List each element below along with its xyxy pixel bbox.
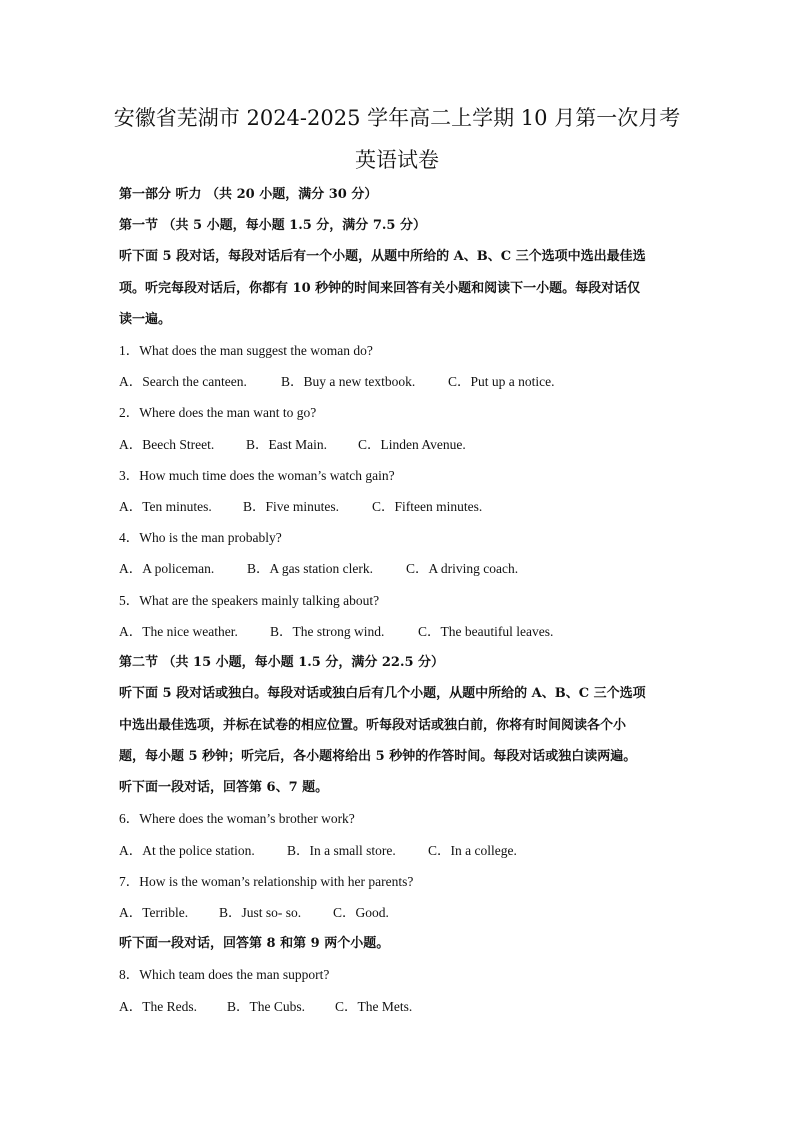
section1-heading: 第一节 （共 5 小题，每小题 1.5 分，满分 7.5 分） xyxy=(119,218,426,233)
option-b: B．Five minutes. xyxy=(243,499,340,514)
option-c: C．In a college. xyxy=(428,843,517,858)
part1-heading: 第一部分 听力 （共 20 小题，满分 30 分） xyxy=(119,187,378,202)
option-a: A．A policeman. xyxy=(119,561,215,576)
answer-options xyxy=(119,498,679,516)
option-a: A．Beech Street. xyxy=(119,437,215,452)
exam-title: 安徽省芜湖市 2024-2025 学年高二上学期 10 月第一次月考 xyxy=(113,106,681,130)
answer-options xyxy=(119,436,679,454)
question-text: 3．How much time does the woman’s watch gain? xyxy=(119,468,395,483)
option-a: A．At the police station. xyxy=(119,843,255,858)
option-a: A．Ten minutes. xyxy=(119,499,212,514)
option-b: B．Just so- so. xyxy=(219,905,302,920)
question-group-intro: 听下面一段对话，回答第 8 和第 9 两个小题。 xyxy=(119,936,390,951)
option-c: C．Good. xyxy=(333,905,389,920)
question-text: 4．Who is the man probably? xyxy=(119,530,282,545)
option-b: B．A gas station clerk. xyxy=(247,561,373,576)
section1-instruction-line: 项。听完每段对话后，你都有 10 秒钟的时间来回答有关小题和阅读下一小题。每段对话仅 xyxy=(119,281,641,296)
question-text: 6．Where does the woman’s brother work? xyxy=(119,811,355,826)
option-b: B．Buy a new textbook. xyxy=(281,374,416,389)
option-a: A．Search the canteen. xyxy=(119,374,247,389)
option-a: A．Terrible. xyxy=(119,905,189,920)
section2-instruction-line: 听下面 5 段对话或独白。每段对话或独白后有几个小题，从题中所给的 A、B、C 三个选项 xyxy=(119,686,646,701)
option-b: B．The Cubs. xyxy=(227,999,306,1014)
option-c: C．The Mets. xyxy=(335,999,413,1014)
answer-options xyxy=(119,623,679,641)
option-c: C．A driving coach. xyxy=(406,561,519,576)
answer-options xyxy=(119,998,679,1016)
option-c: C．The beautiful leaves. xyxy=(418,624,554,639)
question-group-intro: 听下面一段对话，回答第 6、7 题。 xyxy=(119,780,329,795)
question-text: 5．What are the speakers mainly talking about? xyxy=(119,593,380,608)
answer-options xyxy=(119,904,679,922)
section2-instruction-line: 题，每小题 5 秒钟；听完后，各小题将给出 5 秒钟的作答时间。每段对话或独白读两遍。 xyxy=(119,749,637,764)
option-a: A．The Reds. xyxy=(119,999,197,1014)
section2-heading: 第二节 （共 15 小题，每小题 1.5 分，满分 22.5 分） xyxy=(119,655,445,670)
option-a: A．The nice weather. xyxy=(119,624,238,639)
option-b: B．The strong wind. xyxy=(270,624,385,639)
section2-instruction-line: 中选出最佳选项，并标在试卷的相应位置。听每段对话或独白前，你将有时间阅读各个小 xyxy=(119,718,627,733)
answer-options xyxy=(119,373,679,391)
option-c: C．Fifteen minutes. xyxy=(372,499,483,514)
section1-instruction-line: 读一遍。 xyxy=(119,312,172,327)
option-b: B．In a small store. xyxy=(287,843,396,858)
question-text: 1．What does the man suggest the woman do? xyxy=(119,343,373,358)
option-b: B．East Main. xyxy=(246,437,327,452)
option-c: C．Put up a notice. xyxy=(448,374,555,389)
question-text: 2．Where does the man want to go? xyxy=(119,405,317,420)
question-text: 7．How is the woman’s relationship with her parents? xyxy=(119,874,414,889)
question-text: 8．Which team does the man support? xyxy=(119,967,330,982)
answer-options xyxy=(119,842,679,860)
option-c: C．Linden Avenue. xyxy=(358,437,466,452)
section1-instruction-line: 听下面 5 段对话，每段对话后有一个小题，从题中所给的 A、B、C 三个选项中选出最佳选 xyxy=(119,249,646,264)
exam-subtitle: 英语试卷 xyxy=(355,148,439,172)
answer-options xyxy=(119,560,679,578)
